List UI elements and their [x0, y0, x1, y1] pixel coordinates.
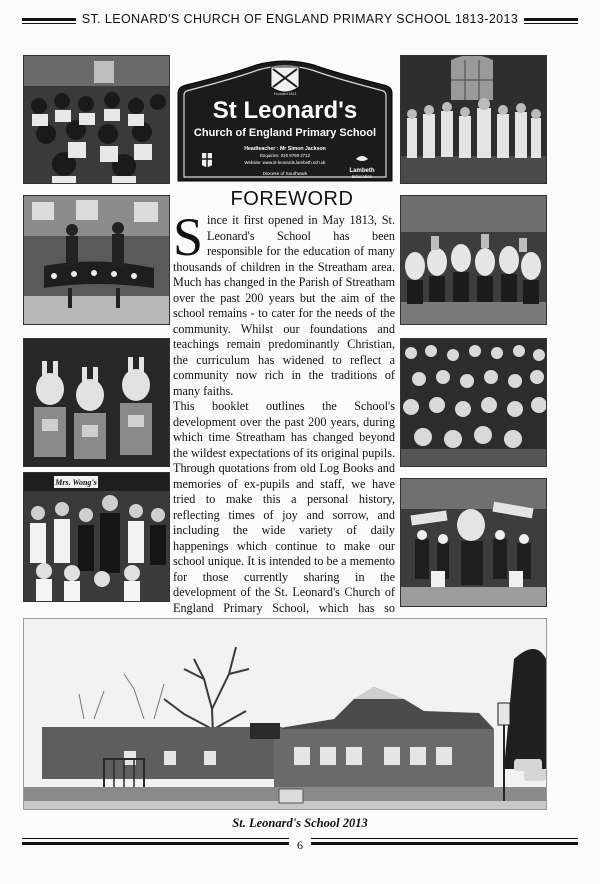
photo-caption: St. Leonard's School 2013 — [232, 816, 368, 830]
sign-website: Website: www.st-leonards.lambeth.sch.uk — [244, 160, 326, 165]
header-title: ST. LEONARD'S CHURCH OF ENGLAND PRIMARY SCHOOL 1813-2013 — [0, 12, 600, 26]
photo-masks-crowd — [400, 338, 547, 467]
shop-sign-text: Mrs. Wong's — [55, 478, 97, 487]
sign-school-name: St Leonard's — [212, 97, 358, 124]
foreword-paragraph-2: This booklet outlines the School's development over the past 200 years, during which time Streatham has changed beyond the wildest expectations of its original pupils. Through quotations from old Log Books and memories of ex-pupils and staff, we have tried to make this a personal history, reflecting times of joy and sorrow, and including the wide variety of daily happenings which continue to make our school unique. It is intended to be a memento for those currently sharing in the development of the St. Leonard's Church of England Primary School, which has so — [173, 399, 395, 615]
sign-diocese: Diocese of Southwark — [262, 171, 308, 176]
sign-founded: Founded 1813 — [273, 92, 297, 96]
foreword-title: FOREWORD — [230, 188, 354, 210]
sign-council-sub: Education — [351, 174, 373, 179]
foreword-paragraph-1 — [173, 207, 395, 399]
photo-animal-costumes — [400, 195, 547, 325]
photo-church-nativity — [400, 55, 547, 184]
photo-shop-group — [23, 472, 170, 602]
photo-assembly — [23, 55, 170, 184]
sign-subtitle: Church of England Primary School — [193, 127, 377, 139]
photo-rabbit-costumes — [23, 338, 170, 467]
foreword-dropcap: S — [173, 207, 204, 267]
school-sign — [174, 57, 396, 182]
foreword-paragraph-1-text: ince it first opened in May 1813, St. Leonard's School has been responsible for the education of many thousands of children in the Streatham area. Much has changed in the Parish of Streatham over the past 200 years but the aim of the school remains - to cater for the needs of the community. Whilst our foundations and teachings remain predominantly Christian, the curriculum has widened to reflect a community now rich in the traditions of many faiths. — [173, 213, 395, 398]
sign-council: Lambeth — [349, 168, 375, 174]
sign-headteacher: Headteacher : Mr Simon Jackson — [244, 146, 326, 152]
sign-enquiries: Enquiries: 020 8769 2712 — [259, 153, 311, 158]
page-number: 6 — [0, 838, 600, 853]
photo-parade-banners — [400, 478, 547, 607]
photo-school-building — [23, 618, 547, 810]
foreword-body — [173, 207, 395, 663]
photo-maypole-dance — [23, 195, 170, 325]
